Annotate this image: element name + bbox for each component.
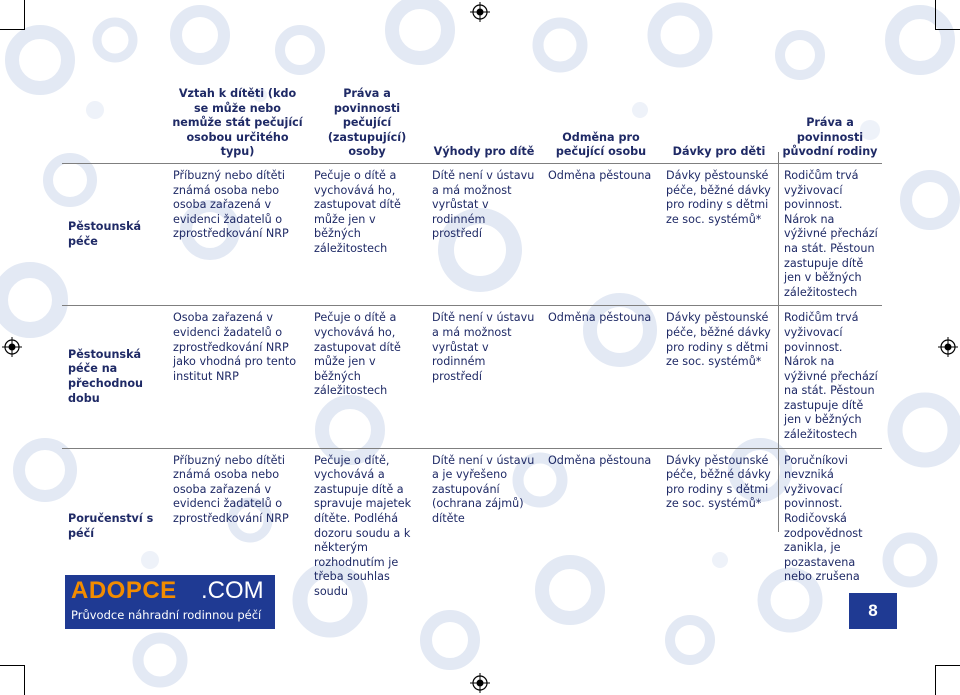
row-label: Pěstounská péče <box>68 220 142 248</box>
crop-mark <box>936 665 960 666</box>
table-row <box>62 306 882 448</box>
table-cell: Pečuje o dítě a vychovává ho, zastupovat dítě může jen v běžných záležitostech <box>314 168 401 255</box>
crop-mark <box>936 29 960 30</box>
table-cell: Dítě není v ústavu a má možnost vyrůstat v rodinném prostředí <box>432 311 535 383</box>
table-cell: Dítě není v ústavu a je vyřešeno zastupování (ochrana zájmů) dítěte <box>432 453 535 526</box>
column-header: Odměna pro pečující osobu <box>555 130 647 159</box>
column-header: Práva a povinnosti původní rodiny <box>782 116 878 159</box>
crop-mark <box>24 0 25 30</box>
crop-mark <box>0 665 24 666</box>
page-number: 8 <box>849 593 897 629</box>
column-header: Dávky pro děti <box>672 145 766 159</box>
table-header-row <box>62 87 882 163</box>
registration-mark-icon <box>470 673 490 693</box>
column-header: Vztah k dítěti (kdo se může nebo nemůže stát pečující osobou určitého typu) <box>172 87 303 159</box>
table-row <box>62 163 882 305</box>
comparison-table <box>62 87 882 605</box>
table-cell: Rodičům trvá vyživovací povinnost. Nárok na výživné přechází na stát. Pěstoun zastupuje dítě jen v běžných záležitostech <box>784 168 878 299</box>
table-cell: Dávky pěstounské péče, běžné dávky pro rodiny s dětmi ze soc. systémů* <box>666 453 771 511</box>
table-cell: Odměna pěstouna <box>548 311 652 325</box>
crop-mark <box>0 29 24 30</box>
table-cell: Dítě není v ústavu a má možnost vyrůstat v rodinném prostředí <box>432 168 535 241</box>
adopce-logo <box>65 575 275 629</box>
crop-mark <box>24 665 25 695</box>
logo-domain: .COM <box>201 577 264 604</box>
table-cell: Rodičům trvá vyživovací povinnost. Nárok na výživné přechází na stát. Pěstoun zastupuje dítě jen v běžných záležitostech <box>784 311 878 442</box>
table-cell: Příbuzný nebo dítěti známá osoba nebo osoba zařazená v evidenci žadatelů o zprostředkování NRP <box>173 168 289 241</box>
logo-subtitle: Průvodce náhradní rodinnou péčí <box>71 608 262 622</box>
table-cell: Odměna pěstouna <box>548 168 652 182</box>
table-cell: Dávky pěstounské péče, běžné dávky pro rodiny s dětmi ze soc. systémů* <box>666 168 771 226</box>
column-header <box>62 87 167 163</box>
row-label: Pěstounská péče na přechodnou dobu <box>68 347 144 405</box>
table-cell: Poručníkovi nevzniká vyživovací povinnost. Rodičovská zodpovědnost zanikla, je pozastavena nebo zrušena <box>784 453 863 584</box>
registration-mark-icon <box>470 2 490 22</box>
logo-banner <box>65 575 264 604</box>
logo-name: ADOPCE <box>71 577 177 604</box>
table-cell: Odměna pěstouna <box>548 453 652 467</box>
registration-mark-icon <box>938 337 958 357</box>
registration-mark-icon <box>2 337 22 357</box>
row-label: Poručenství s péčí <box>68 512 154 540</box>
table-cell: Pečuje o dítě, vychovává a zastupuje dítě a spravuje majetek dítěte. Podléhá dozoru soudu a k některým rozhodnutím je třeba souhlas soudu <box>314 453 412 598</box>
column-header: Výhody pro dítě <box>433 145 535 159</box>
table-cell: Pečuje o dítě a vychovává ho, zastupovat dítě může jen v běžných záležitostech <box>314 311 401 398</box>
table-cell: Příbuzný nebo dítěti známá osoba nebo osoba zařazená v evidenci žadatelů o zprostředkování NRP <box>173 453 289 526</box>
table-cell: Dávky pěstounské péče, běžné dávky pro rodiny s dětmi ze soc. systémů* <box>666 311 771 369</box>
table-cell: Osoba zařazená v evidenci žadatelů o zprostředkování NRP jako vhodná pro tento institut NRP <box>173 311 297 383</box>
column-header: Práva a povinnosti pečující (zastupující) osoby <box>327 87 407 159</box>
crop-mark <box>935 665 936 695</box>
crop-mark <box>935 0 936 30</box>
